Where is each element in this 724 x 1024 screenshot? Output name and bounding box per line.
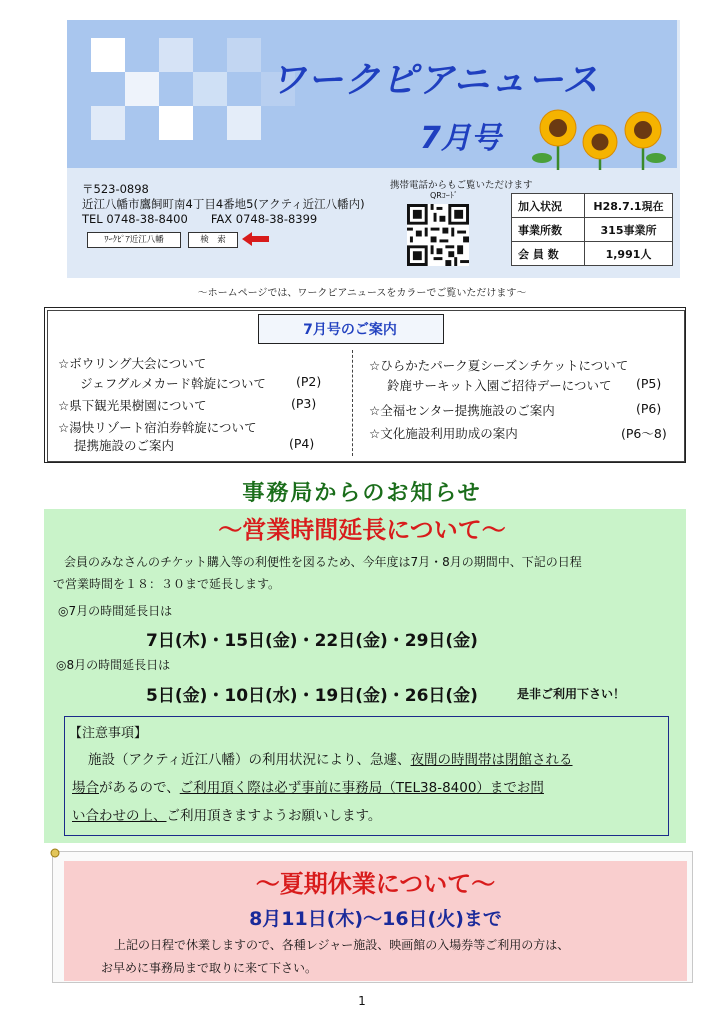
caution-line: 施設（アクティ近江八幡）の利用状況により、急遽、夜間の時間帯は閉館される xyxy=(88,752,573,768)
page-ref: (P5) xyxy=(636,376,662,391)
page-ref: (P6～8) xyxy=(621,426,667,441)
summer-body: お早めに事務局まで取りに来て下さい。 xyxy=(101,961,318,975)
newsletter-month: 7月号 xyxy=(420,121,501,156)
page-ref: (P6) xyxy=(636,401,662,416)
table-cell: 加入状況 xyxy=(512,194,585,218)
qr-code-icon xyxy=(407,204,469,266)
contents-item: ☆文化施設利用助成の案内 xyxy=(369,426,518,441)
summer-body: 上記の日程で休業しますので、各種レジャー施設、映画館の入場券等ご利用の方は、 xyxy=(114,938,570,952)
homepage-note: ～ホームページでは、ワークピアニュースをカラーでご覧いただけます～ xyxy=(197,288,527,299)
caution-line: い合わせの上、ご利用頂きますようお願いします。 xyxy=(72,808,382,824)
contents-divider xyxy=(352,350,353,456)
table-cell: 事業所数 xyxy=(512,218,585,242)
page-ref: (P2) xyxy=(296,374,322,389)
table-row xyxy=(512,194,673,218)
membership-status-table xyxy=(511,193,673,266)
table-cell: 1,991人 xyxy=(585,242,673,266)
pin-icon xyxy=(49,847,61,859)
table-row xyxy=(512,242,673,266)
search-keyword-box: ﾜｰｸﾋﾟｱ近江八幡 xyxy=(87,232,181,248)
july-label: ◎7月の時間延長日は xyxy=(58,604,173,618)
contents-item: ☆ボウリング大会について xyxy=(58,356,207,371)
summer-dates: 8月11日(木)～16日(火)まで xyxy=(249,908,502,930)
contents-item-sub: 鈴鹿サーキット入園ご招待デーについて xyxy=(387,378,612,393)
table-row xyxy=(512,218,673,242)
qr-label: QRｺｰﾄﾞ xyxy=(430,191,458,200)
contents-item: ☆県下観光果樹園について xyxy=(58,398,207,413)
table-cell: H28.7.1現在 xyxy=(585,194,673,218)
august-dates: 5日(金)・10日(水)・19日(金)・26日(金) xyxy=(146,686,478,706)
summer-title: ～夏期休業について～ xyxy=(255,870,496,898)
contents-item: ☆ひらかたパーク夏シーズンチケットについて xyxy=(369,358,629,373)
newsletter-title: ワークピアニュース xyxy=(270,60,600,101)
extension-intro: 会員のみなさんのチケット購入等の利便性を図るため、今年度は7月・8月の期間中、下記の日程 xyxy=(64,555,582,569)
extension-intro: で営業時間を１８：３０まで延長します。 xyxy=(53,577,281,591)
page-number: 1 xyxy=(358,994,366,1008)
tel-fax: TEL 0748-38-8400 FAX 0748-38-8399 xyxy=(82,212,318,226)
august-label: ◎8月の時間延長日は xyxy=(56,658,171,672)
contents-item: ☆全福センター提携施設のご案内 xyxy=(369,403,555,418)
contents-item: ☆湯快リゾート宿泊券斡旋について xyxy=(58,420,257,435)
page-ref: (P3) xyxy=(291,396,317,411)
contents-item-sub: ジェフグルメカード斡旋について xyxy=(80,376,266,391)
contents-title: 7月号のご案内 xyxy=(303,322,397,338)
page-ref: (P4) xyxy=(289,436,315,451)
sunflowers-illustration xyxy=(528,108,678,170)
july-dates: 7日(木)・15日(金)・22日(金)・29日(金) xyxy=(146,631,478,651)
caution-line: 場合があるので、ご利用頂く際は必ず事前に事務局（TEL38-8400）までお問 xyxy=(72,780,544,796)
contents-item-sub: 提携施設のご案内 xyxy=(74,438,175,453)
arrow-left-icon xyxy=(242,231,270,247)
extension-title: ～営業時間延長について～ xyxy=(218,516,506,544)
please-use-note: 是非ご利用下さい！ xyxy=(517,687,626,701)
address: 近江八幡市鷹飼町南4丁目4番地5(アクティ近江八幡内) xyxy=(82,197,365,211)
postal-code: 〒523-0898 xyxy=(82,182,149,196)
table-cell: 315事業所 xyxy=(585,218,673,242)
search-button: 検 索 xyxy=(188,232,238,248)
notice-header: 事務局からのお知らせ xyxy=(242,481,482,506)
table-cell: 会 員 数 xyxy=(512,242,585,266)
qr-caption: 携帯電話からもご覧いただけます xyxy=(390,180,533,191)
caution-title: 【注意事項】 xyxy=(69,726,148,741)
